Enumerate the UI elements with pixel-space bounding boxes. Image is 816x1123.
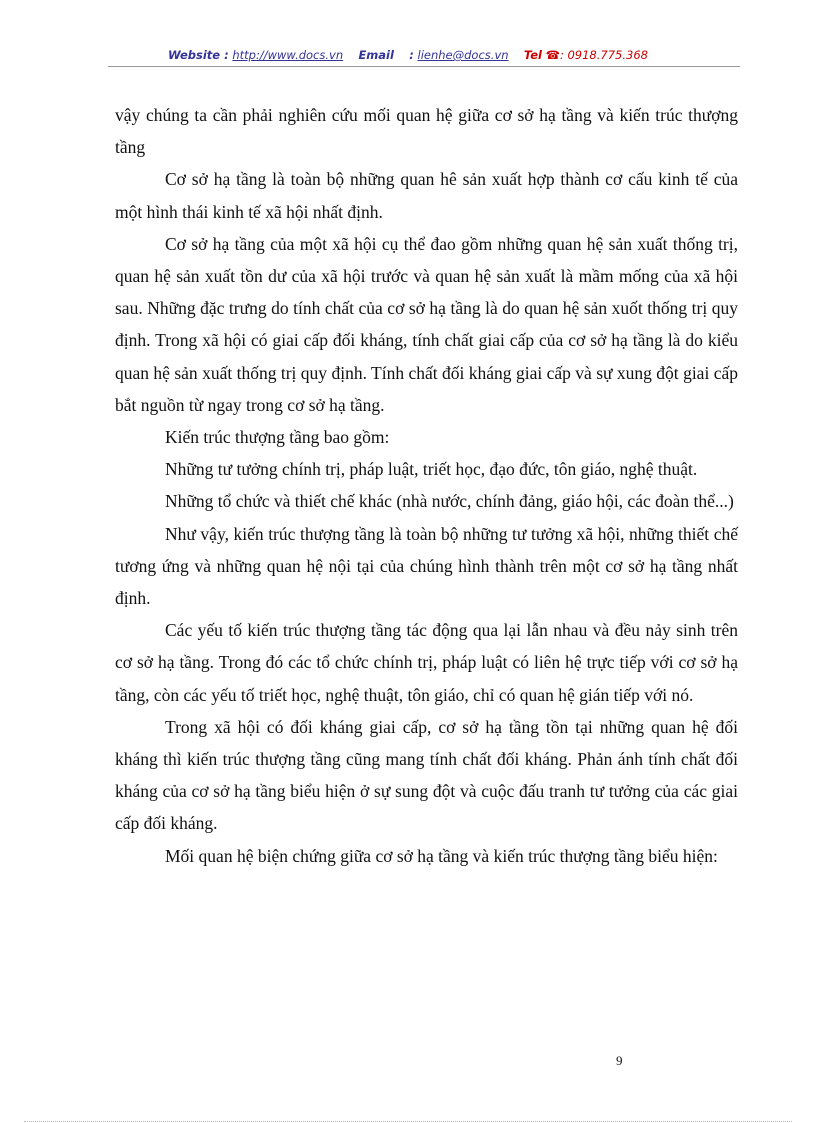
email-label: Email: [358, 48, 394, 62]
paragraph-antagonistic-society: Trong xã hội có đối kháng giai cấp, cơ sở hạ tầng tồn tại những quan hệ đối kháng thì kiến trúc thượng tầng cũng mang tính chất đối kháng. Phản ánh tính chất đối kháng của cơ sở hạ tầng biểu hiện ở sự sung đột và cuộc đấu tranh tư tưởng của các giai cấp đối kháng.: [115, 716, 738, 834]
paragraph-infrastructure-composition: Cơ sở hạ tầng của một xã hội cụ thể đao gồm những quan hệ sản xuất thống trị, quan hệ sản xuất tồn dư của xã hội trước và quan hệ sản xuất là mầm mống của xã hội sau. Những đặc trưng do tính chất của cơ sở hạ tầng là do quan hệ sản xuốt thống trị quy định. Trong xã hội có giai cấp đối kháng, tính chất giai cấp của cơ sở hạ tầng là do kiểu quan hệ sản xuất thống trị quy định. Tính chất đối kháng giai cấp và sự xung đột giai cấp bắt nguồn từ ngay trong cơ sở hạ tầng.: [115, 233, 738, 415]
paragraph-dialectical-relation: Mối quan hệ biện chứng giữa cơ sở hạ tầng và kiến trúc thượng tầng biểu hiện:: [165, 845, 718, 866]
document-body: [115, 99, 738, 872]
email-separator: :: [409, 48, 414, 62]
tel-number: : 0918.775.368: [559, 48, 648, 62]
paragraph-superstructure-intro: Kiến trúc thượng tầng bao gồm:: [165, 427, 390, 448]
paragraph-infrastructure-definition: Cơ sở hạ tầng là toàn bộ những quan hê sản xuất hợp thành cơ cấu kinh tế của một hình thái kinh tế xã hội nhất định.: [115, 169, 738, 222]
telephone-icon: ☎: [545, 48, 560, 62]
header-divider: [108, 66, 740, 67]
paragraph-superstructure-institutions: Những tổ chức và thiết chế khác (nhà nước, chính đảng, giáo hội, các đoàn thể...): [165, 491, 734, 512]
paragraph-superstructure-elements: Các yếu tố kiến trúc thượng tầng tác động qua lại lẫn nhau và đều nảy sinh trên cơ sở hạ tầng. Trong đó các tổ chức chính trị, pháp luật có liên hệ trực tiếp với cơ sở hạ tầng, còn các yếu tố triết học, nghệ thuật, tôn giáo, chỉ có quan hệ gián tiếp với nó.: [115, 620, 738, 705]
paragraph-superstructure-definition: Như vậy, kiến trúc thượng tầng là toàn bộ những tư tưởng xã hội, những thiết chế tương ứng và những quan hệ nội tại của chúng hình thành trên một cơ sở hạ tầng nhất định.: [115, 523, 738, 609]
website-label: Website :: [168, 48, 229, 62]
footer-divider: [24, 1121, 792, 1122]
email-link[interactable]: lienhe@docs.vn: [417, 48, 509, 62]
website-link[interactable]: http://www.docs.vn: [232, 48, 344, 62]
page-number: 9: [616, 1053, 623, 1068]
paragraph-continuation: vậy chúng ta cần phải nghiên cứu mối quan hệ giữa cơ sở hạ tầng và kiến trúc thượng tầng: [115, 105, 738, 158]
paragraph-superstructure-ideas: Những tư tưởng chính trị, pháp luật, triết học, đạo đức, tôn giáo, nghệ thuật.: [165, 459, 698, 480]
page-header: [0, 46, 816, 64]
tel-label: Tel: [523, 48, 542, 62]
